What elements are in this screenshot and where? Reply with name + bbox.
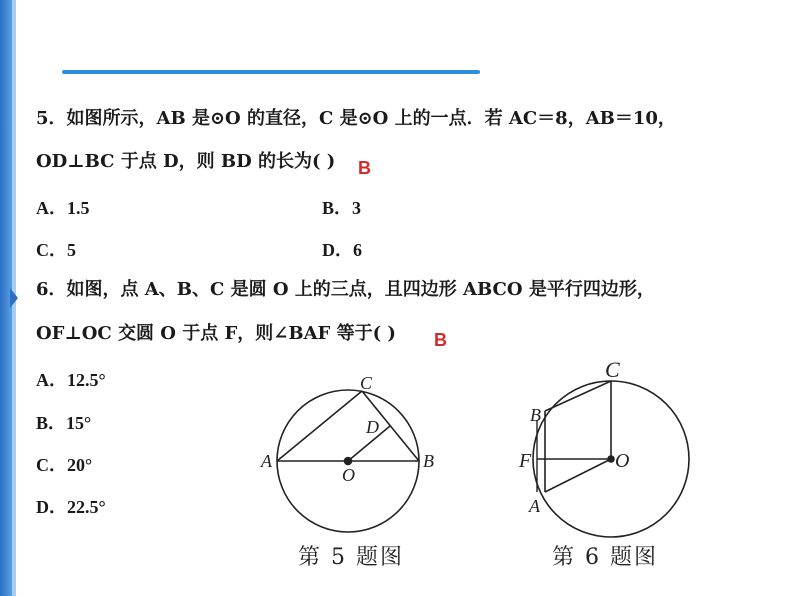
figure-6	[533, 381, 689, 537]
fig6-segment-cb	[545, 381, 611, 411]
q5-stem-line1: 5．如图所示，AB 是⊙O 的直径，C 是⊙O 上的一点．若 AC＝8，AB＝10，	[36, 108, 676, 129]
fig6-label-f: F	[519, 450, 532, 472]
q5-answer: B	[358, 158, 371, 178]
fig6-label-c: C	[605, 357, 620, 382]
fig5-label-a: A	[261, 451, 272, 471]
fig5-label-c: C	[360, 373, 373, 393]
q5-option-d: D．6	[322, 240, 362, 260]
q5-option-c: C．5	[36, 240, 76, 260]
fig5-label-d: D	[366, 417, 379, 437]
q6-option-b: B．15°	[36, 413, 92, 433]
q5-option-b: B．3	[322, 198, 362, 218]
q6-stem-line1: 6．如图，点 A、B、C 是圆 O 上的三点，且四边形 ABCO 是平行四边形，	[36, 279, 655, 300]
q5-option-a: A．1.5	[36, 198, 90, 218]
fig5-label-o: O	[342, 465, 355, 485]
fig6-label-b: B	[530, 405, 541, 425]
q6-answer: B	[434, 330, 447, 350]
fig6-segment-ao	[545, 459, 611, 492]
fig6-label-o: O	[615, 450, 630, 472]
q5-stem-line2: OD⊥BC 于点 D，则 BD 的长为( )	[36, 151, 336, 172]
fig5-center-dot	[345, 458, 352, 465]
fig5-chord-ac	[277, 391, 362, 461]
q6-stem-line2: OF⊥OC 交圆 O 于点 F，则∠BAF 等于( )	[36, 323, 396, 344]
q6-option-d: D．22.5°	[36, 497, 106, 517]
q6-option-c: C．20°	[36, 455, 93, 475]
q6-option-a: A．12.5°	[36, 370, 106, 390]
fig5-caption: 第 5 题图	[298, 545, 404, 570]
fig5-label-b: B	[423, 451, 434, 471]
fig6-label-a: A	[529, 496, 540, 516]
fig6-center-dot	[608, 456, 614, 462]
fig6-caption: 第 6 题图	[552, 545, 658, 570]
figure-5	[277, 390, 419, 532]
